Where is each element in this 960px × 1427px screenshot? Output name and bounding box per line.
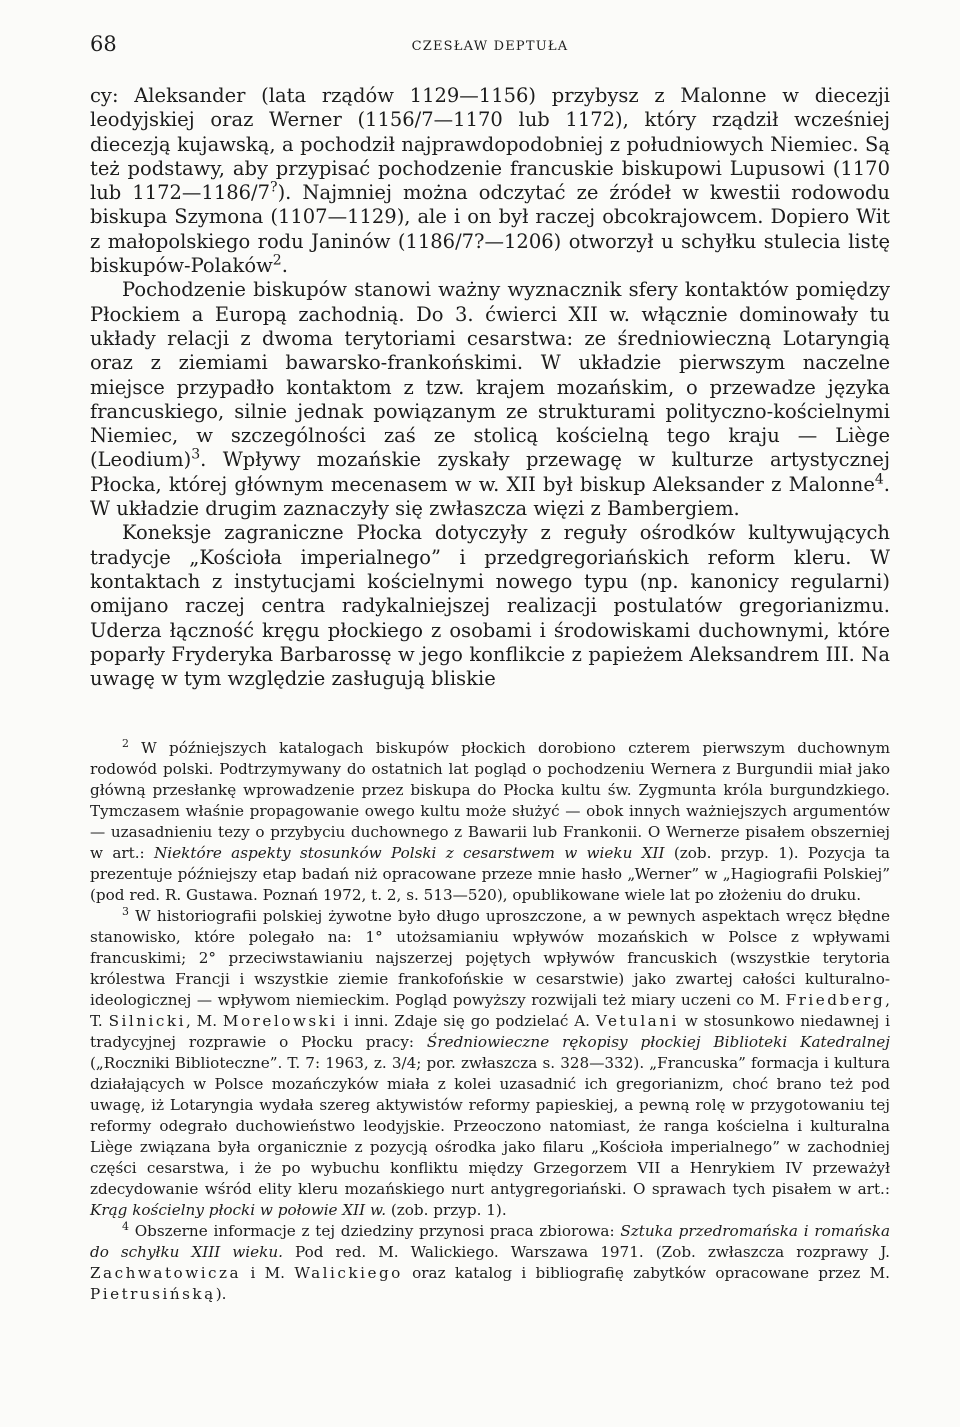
footnote-2: $^2$ W późniejszych katalogach biskupów płockich dorobiono czterem pierwszym duchownym rodowód polski. Podtrzymywany do ostatnich lat pogląd o pochodzeniu Wernera z Burgundii miał jako główną przesłankę wprowadzenie przez biskupa do Płocka kultu św. Zygmunta króla burgundzkiego. Tymczasem właśnie propagowanie owego kultu może służyć — obok innych ważniejszych argumentów — uzasadnieniu tezy o przybyciu duchownego z Bawarii lub Frankonii. O Wernerze pisałem obszerniej w art.: Niektóre aspekty stosunków Polski z cesarstwem w wieku XII (zob. przyp. 1). Pozycja ta prezentuje późniejszy etap badań niż opracowane przeze mnie hasło „Werner” w „Hagiografii Polskiej” (pod red. R. Gustawa. Poznań 1972, t. 2, s. 513—520), opublikowane wiele lat po złożeniu do druku. (90, 736, 890, 904)
cited-title: Krąg kościelny płocki w połowie XII w. (90, 1201, 387, 1219)
footnote-3: $^3$ W historiografii polskiej żywotne było długo uproszczone, a w pewnych aspektach wręcz błędne stanowisko, które polegało na: 1° utożsamianiu wpływów mozańskich w Polsce z wpływami francuskimi; 2° przeciwstawianiu najszerzej pojętych wpływów francuskich (wszystkie terytoria królestwa Francji i wszystkie ziemie frankofońskie w cesarstwie) jako zwartej całości kulturalno-ideologicznej — wpływom niemieckim. Pogląd powyższy rozwijali też miary uczeni co M. Friedberg, T. Silnicki, M. Morelowski i inni. Zdaje się go podzielać A. Vetulani w stosunkowo niedawnej i tradycyjnej rozprawie o Płocku pracy: Średniowieczne rękopisy płockiej Biblioteki Katedralnej („Roczniki Biblioteczne”. T. 7: 1963, z. 3/4; por. zwłaszcza s. 328—332). „Francuska” formacja i kultura działających w Polsce mozańczyków miała z kolei uzasadnić ich gregorianizm, choć brano też pod uwagę, iż Lotaryngia wydała szereg aktywistów reformy papieskiej, a pewną rolę w przygotowaniu tej reformy odegrało duchowieństwo leodyjskie. Przeoczono natomiast, że ranga kościelna i kulturalna Liège związana była organicznie z pozycją ośrodka jako filaru „Kościoła imperialnego” w zachodniej części cesarstwa, i że po wybuchu konfliktu między Grzegorzem VII a Henrykiem IV przeważył zdecydowanie wśród elity kleru mozańskiego nurt antygregoriański. O sprawach tych pisałem w art.: Krąg kościelny płocki w połowie XII w. (zob. przyp. 1). (90, 904, 891, 1219)
footnote-ref-2[interactable]: 2 (272, 252, 282, 269)
footnotes (90, 738, 890, 1305)
footnote-4: $^4$ Obszerne informacje z tej dziedziny przynosi praca zbiorowa: Sztuka przedromańska i romańska do schyłku XIII wieku. Pod red. M. Walickiego. Warszawa 1971. (Zob. zwłaszcza rozprawy J. Zachwatowicza i M. Walickiego oraz katalog i bibliografię zabytków opracowane przez M. Pietrusińską). (90, 1219, 891, 1303)
cited-title: Niektóre aspekty stosunków Polski z cesarstwem w wieku XII (154, 844, 665, 862)
page-number: 68 (90, 32, 117, 56)
footnote-number: 2 (122, 736, 129, 750)
paragraph-2: Pochodzenie biskupów stanowi ważny wyznacznik sfery kontaktów pomiędzy Płockiem a Europą zachodnią. Do 3. ćwierci XII w. włącznie dominowały tu układy relacji z dwoma terytoriami cesarstwa: ze średniowieczną Lotaryngią oraz z ziemiami bawarsko-frankońskimi. W układzie pierwszym naczelne miejsce przypadło kontaktom z tzw. krajem mozańskim, o przewadze języka francuskiego, silnie jednak powiązanym ze strukturami polityczno-kościelnymi Niemiec, w szczególności zaś ze stolicą kościelną tego kraju — Liège (Leodium)$^3$. Wpływy mozańskie zyskały przewagę w kulturze artystycznej Płocka, której głównym mecenasem w w. XII był biskup Aleksander z Malonne$^4$. W układzie drugim zaznaczyły się zwłaszcza więzi z Bambergiem. (90, 278, 890, 521)
cited-title: Średniowieczne rękopisy płockiej Biblioteki Katedralnej (426, 1033, 890, 1051)
superscript-mark: ? (270, 179, 278, 196)
cited-title: Sztuka przedromańska i romańska do schyłku XIII wieku. (90, 1222, 891, 1261)
paragraph-1: cy: Aleksander (lata rządów 1129—1156) przybysz z Malonne w diecezji leodyjskiej oraz Werner (1156/7—1170 lub 1172), który rządził wcześniej diecezją kujawską, a pochodził najprawdopodobniej z południowych Niemiec. Są też podstawy, aby przypisać pochodzenie francuskie biskupowi Lupusowi (1170 lub 1172—1186/7?). Najmniej można odczytać ze źródeł w kwestii rodowodu biskupa Szymona (1107—1129), ale i on był raczej obcokrajowcem. Dopiero Wit z małopolskiego rodu Janinów (1186/7?—1206) otworzył u schyłku stulecia listę biskupów-Polaków$^2$. (90, 84, 890, 278)
author-name: Zachwatowicza (90, 1264, 242, 1282)
footnote-number: 3 (122, 904, 129, 918)
author-name: Silnicki (108, 1012, 186, 1030)
main-text (90, 84, 890, 691)
page-header (90, 32, 890, 60)
author-name: Walickiego (294, 1264, 403, 1282)
footnote-number: 4 (122, 1219, 129, 1233)
footnote-ref-3[interactable]: 3 (191, 446, 201, 463)
author-name: Vetulani (595, 1012, 679, 1030)
author-name: Morelowski (222, 1012, 338, 1030)
running-head: CZESŁAW DEPTUŁA (411, 39, 569, 54)
author-name: Pietrusińską (90, 1285, 216, 1303)
footnote-ref-4[interactable]: 4 (874, 471, 884, 488)
paragraph-3: Koneksje zagraniczne Płocka dotyczyły z reguły ośrodków kultywujących tradycje „Kościoła imperialnego” i przedgregoriańskich reform kleru. W kontaktach z instytucjami kościelnymi nowego typu (np. kanonicy regularni) omijano raczej centra radykalniejszej realizacji postulatów gregorianizmu. Uderza łączność kręgu płockiego z osobami i środowiskami duchownymi, które poparły Fryderyka Barbarossę w jego konflikcie z papieżem Aleksandrem III. Na uwagę w tym względzie zasługują bliskie (90, 521, 890, 691)
author-name: Friedberg (785, 991, 886, 1009)
